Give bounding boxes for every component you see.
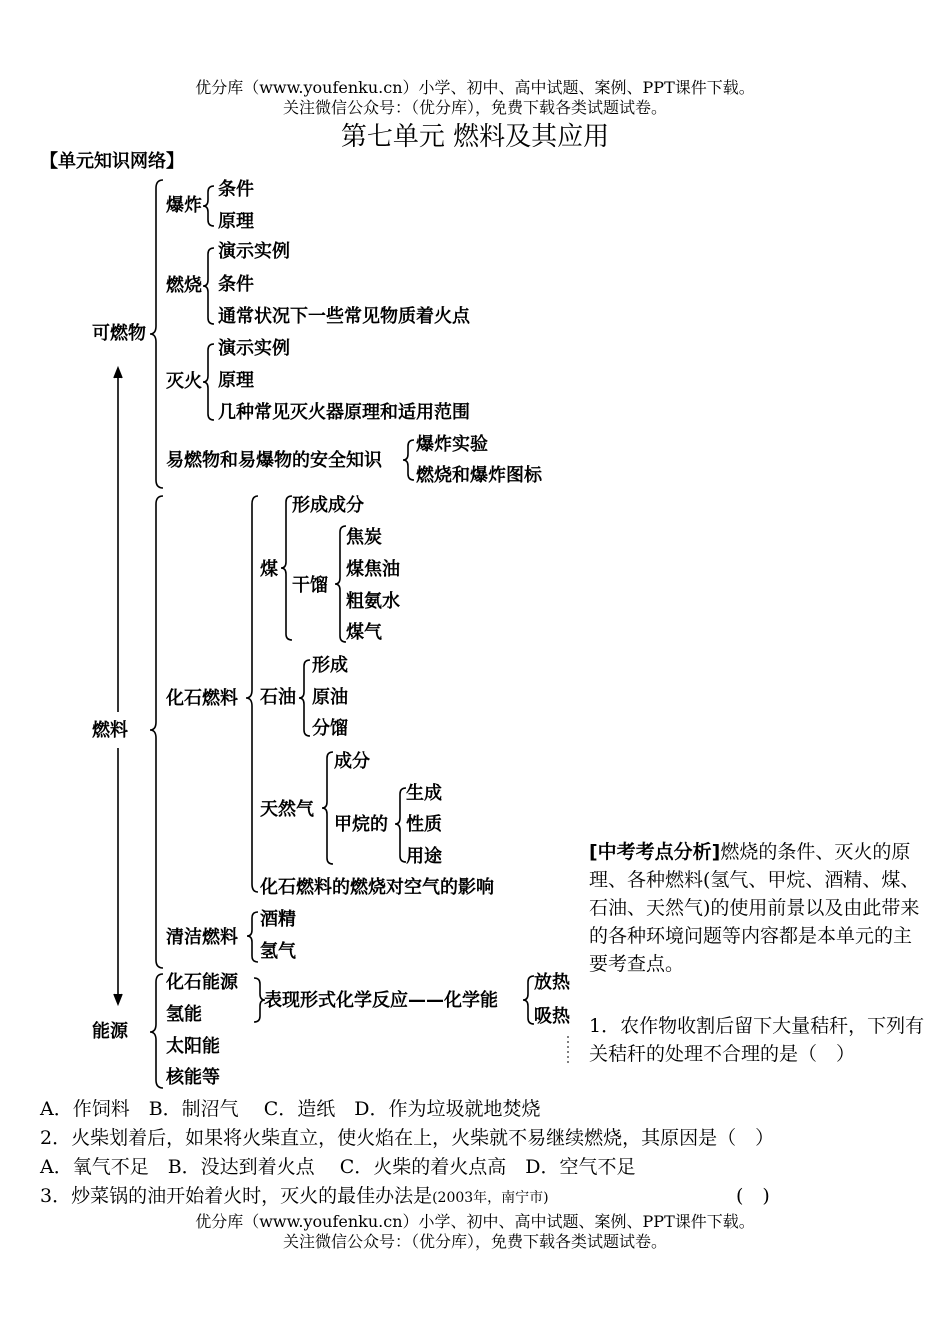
node-miehuo: 灭火 <box>166 371 202 392</box>
leaf-baozha-2: 原理 <box>218 211 254 232</box>
node-kerandu: 可燃物 <box>92 323 146 344</box>
node-jiawan: 甲烷的 <box>334 814 388 835</box>
leaf-shiyou-3: 分馏 <box>312 718 348 739</box>
leaf-side-1: 放热 <box>534 972 570 993</box>
footer-line-2: 关注微信公众号：（优分库），免费下载各类试题试卷。 <box>282 1232 667 1251</box>
leaf-yingxiang: 化石燃料的燃烧对空气的影响 <box>260 877 494 898</box>
question-3: 3．炒菜锅的油开始着火时，灭火的最佳办法是 <box>40 1185 433 1207</box>
brace-jiawan <box>395 788 406 862</box>
leaf-ranshao-1: 演示实例 <box>218 241 290 262</box>
brace-nengyuan <box>150 974 163 1088</box>
leaf-nengyuan-2: 氢能 <box>166 1004 202 1025</box>
question-3-paren: ( ) <box>736 1185 770 1207</box>
node-baozha: 爆炸 <box>166 195 202 216</box>
node-shiyou: 石油 <box>260 687 296 708</box>
brace-tianranqi <box>322 752 333 864</box>
analysis-heading: [中考考点分析] <box>589 841 721 863</box>
leaf-ranshao-2: 条件 <box>218 274 254 295</box>
leaf-ranshao-3: 通常状况下一些常见物质着火点 <box>218 306 470 327</box>
leaf-side-2: 吸热 <box>534 1006 570 1027</box>
leaf-miehuo-2: 原理 <box>218 370 254 391</box>
leaf-ganliu-1: 焦炭 <box>346 527 382 548</box>
brace-mei <box>281 496 292 640</box>
node-tianranqi: 天然气 <box>260 799 314 820</box>
leaf-nengyuan-1: 化石能源 <box>166 972 238 993</box>
leaf-ganliu-4: 煤气 <box>346 622 382 643</box>
brace-miehuo <box>203 344 214 420</box>
leaf-ganliu-3: 粗氨水 <box>346 591 400 612</box>
question-3-source: (2003年，南宁市) <box>432 1190 549 1206</box>
node-ganliu: 干馏 <box>292 575 328 596</box>
leaf-jiawan-1: 生成 <box>406 783 442 804</box>
side-items-box <box>526 965 576 1060</box>
page-title: 第七单元 燃料及其应用 <box>340 122 610 152</box>
brace-ranliao <box>150 496 163 968</box>
brace-shiyou <box>299 660 310 736</box>
leaf-qingjie-2: 氢气 <box>260 941 296 962</box>
leaf-nengyuan-3: 太阳能 <box>166 1036 220 1057</box>
question-1-options: A．作饲料 B．制沼气 C．造纸 D．作为垃圾就地焚烧 <box>40 1098 541 1120</box>
node-qingjie: 清洁燃料 <box>166 927 238 948</box>
brace-anquan <box>403 440 414 480</box>
footer-line-1: 优分库（www.youfenku.cn）小学、初中、高中试题、案例、PPT课件下载。 <box>195 1212 755 1231</box>
arrow-head-down <box>114 994 122 1004</box>
node-nengyuan: 能源 <box>92 1021 128 1042</box>
leaf-baozha-1: 条件 <box>218 179 254 200</box>
question-1: 1．农作物收割后留下大量秸秆，下列有关秸秆的处理不合理的是（ ） <box>589 1015 925 1065</box>
node-ranliao: 燃料 <box>92 720 128 741</box>
header-line-2: 关注微信公众号：（优分库），免费下载各类试题试卷。 <box>282 98 667 117</box>
leaf-tianranqi-chengfen: 成分 <box>334 751 370 772</box>
leaf-shiyou-2: 原油 <box>312 687 348 708</box>
arrow-head-up <box>114 368 122 378</box>
analysis-block <box>589 838 929 978</box>
question-2: 2．火柴划着后，如果将火柴直立，使火焰在上，火柴就不易继续燃烧，其原因是（ ） <box>40 1127 775 1149</box>
leaf-shiyou-1: 形成 <box>312 655 348 676</box>
brace-baozha <box>203 186 214 226</box>
question-2-options: A．氧气不足 B．没达到着火点 C．火柴的着火点高 D．空气不足 <box>40 1156 636 1178</box>
leaf-miehuo-3: 几种常见灭火器原理和适用范围 <box>218 402 470 423</box>
leaf-nengyuan-4: 核能等 <box>166 1067 220 1088</box>
leaf-anquan-1: 爆炸实验 <box>416 434 488 455</box>
leaf-mei-xingcheng: 形成成分 <box>292 495 364 516</box>
node-mei: 煤 <box>260 559 278 580</box>
node-huashi: 化石燃料 <box>166 688 238 709</box>
question-3-line <box>40 1182 920 1212</box>
analysis-text: 燃烧的条件、灭火的原理、各种燃料(氢气、甲烷、酒精、煤、石油、天然气)的使用前景以及由此带来的各种环境问题等内容都是本单元的主要考查点。 <box>589 841 920 975</box>
node-ranshao: 燃烧 <box>166 275 202 296</box>
brace-ranshao <box>203 248 214 324</box>
node-anquan: 易燃物和易爆物的安全知识 <box>166 450 382 471</box>
leaf-biaoxian: 表现形式化学反应——化学能 <box>264 990 498 1011</box>
header-line-1: 优分库（www.youfenku.cn）小学、初中、高中试题、案例、PPT课件下载。 <box>195 78 755 97</box>
leaf-miehuo-1: 演示实例 <box>218 338 290 359</box>
brace-ganliu <box>335 526 346 642</box>
leaf-jiawan-2: 性质 <box>406 814 442 835</box>
leaf-ganliu-2: 煤焦油 <box>346 559 400 580</box>
brace-kerandu <box>150 180 163 488</box>
leaf-anquan-2: 燃烧和爆炸图标 <box>416 465 542 486</box>
brace-qingjie <box>247 912 258 962</box>
network-label: 【单元知识网络】 <box>40 151 184 172</box>
leaf-jiawan-3: 用途 <box>406 846 442 867</box>
leaf-qingjie-1: 酒精 <box>260 909 296 930</box>
brace-huashi <box>246 496 258 892</box>
